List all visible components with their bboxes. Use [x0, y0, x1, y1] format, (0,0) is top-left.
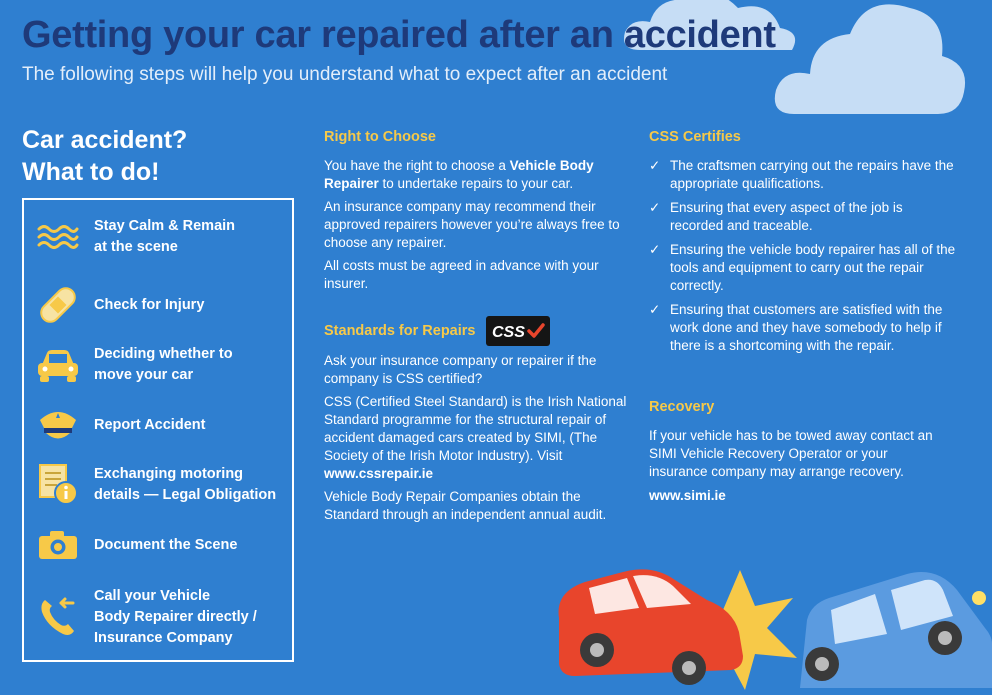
step-label	[94, 216, 235, 258]
paragraph-text: CSS (Certified Steel Standard) is the Irish National Standard programme for the structural repair of accident damaged cars created by SIMI, (The Society of the Irish Motor Industry). Visit	[324, 394, 627, 463]
standards-paragraph-2	[324, 393, 634, 483]
camera-icon	[34, 521, 82, 569]
step-label-line: Report Accident	[94, 416, 206, 433]
step-label	[94, 344, 233, 386]
step-report-accident	[34, 398, 292, 452]
paragraph-text: You have the right to choose a	[324, 158, 510, 173]
standards-heading-text: Standards for Repairs	[324, 322, 476, 339]
crash-illustration	[545, 548, 992, 695]
css-certifies-section	[649, 128, 959, 361]
right-to-choose-section	[324, 128, 634, 293]
list-item: ✓ Ensuring the vehicle body repairer has all of the tools and equipment to carry out the repair correctly.	[649, 241, 959, 295]
step-label-line: at the scene	[94, 239, 178, 255]
recovery-paragraph: If your vehicle has to be towed away contact an SIMI Vehicle Recovery Operator or your insurance company may arrange recovery.	[649, 428, 933, 479]
step-label-line: move your car	[94, 367, 194, 383]
right-to-choose-paragraph-1	[324, 157, 634, 193]
css-logo	[486, 316, 550, 346]
step-label-line: Exchanging motoring	[94, 466, 244, 482]
css-certifies-list	[649, 157, 959, 355]
list-item: ✓ Ensuring that every aspect of the job is recorded and traceable.	[649, 199, 959, 235]
step-document-scene	[34, 518, 292, 572]
bandage-icon	[34, 281, 82, 329]
what-to-do-heading-line-2: What to do!	[22, 158, 160, 186]
recovery-link-line	[649, 487, 949, 505]
step-move-car	[34, 338, 292, 392]
step-label	[94, 464, 276, 506]
cssrepair-link[interactable]: www.cssrepair.ie	[324, 466, 434, 481]
what-to-do-heading-line-1: Car accident?	[22, 126, 188, 154]
paragraph-text: to undertake repairs to your car.	[378, 176, 574, 191]
step-check-injury	[34, 278, 292, 332]
list-item: ✓ Ensuring that customers are satisfied with the work done and they have somebody to help if there is a shortcoming with the repair.	[649, 301, 959, 355]
step-label	[94, 535, 237, 556]
cloud-top-right	[770, 0, 970, 124]
step-label-line: Check for Injury	[94, 296, 205, 313]
step-label-line: Deciding whether to	[94, 346, 233, 362]
page-title: Getting your car repaired after an accident	[22, 14, 776, 56]
what-to-do-heading	[22, 124, 187, 188]
blue-car	[800, 572, 992, 688]
css-certifies-heading: CSS Certifies	[649, 129, 741, 145]
step-label	[94, 295, 204, 316]
step-label-line: Body Repairer directly /	[94, 608, 257, 625]
standards-paragraph-1: Ask your insurance company or repairer if the company is CSS certified?	[324, 353, 597, 386]
step-exchange-details	[34, 458, 292, 512]
step-label-line: Call your Vehicle	[94, 587, 211, 604]
vehicle-body-repairer-emphasis: Vehicle Body Repairer	[324, 158, 594, 191]
waves-icon	[34, 213, 82, 261]
standards-heading	[324, 316, 634, 346]
red-car	[559, 569, 743, 685]
document-info-icon	[34, 461, 82, 509]
simi-link[interactable]: www.simi.ie	[649, 488, 726, 503]
step-label	[94, 586, 257, 649]
standards-section	[324, 316, 634, 524]
step-label-line: details — Legal Obligation	[94, 487, 277, 503]
steps-box	[22, 198, 294, 662]
right-to-choose-heading: Right to Choose	[324, 129, 436, 145]
step-label	[94, 415, 205, 436]
step-stay-calm	[34, 210, 292, 264]
car-icon	[34, 341, 82, 389]
step-label-line: Insurance Company	[94, 629, 233, 646]
recovery-heading: Recovery	[649, 399, 715, 415]
css-logo-text: CSS	[491, 324, 525, 341]
phone-icon	[34, 593, 82, 641]
standards-paragraph-3: Vehicle Body Repair Companies obtain the Standard through an independent annual audit.	[324, 489, 607, 522]
step-label-line: Stay Calm & Remain	[94, 218, 236, 234]
right-to-choose-paragraph-2: An insurance company may recommend their approved repairers however you’re always free to choose any repairer.	[324, 199, 620, 250]
page-subtitle: The following steps will help you understand what to expect after an accident	[22, 64, 668, 85]
list-item: ✓ The craftsmen carrying out the repairs have the appropriate qualifications.	[649, 157, 959, 193]
right-to-choose-paragraph-3: All costs must be agreed in advance with your insurer.	[324, 258, 599, 291]
police-cap-icon	[34, 401, 82, 449]
recovery-section	[649, 398, 949, 505]
step-call-repairer	[34, 582, 292, 652]
step-label-line: Document the Scene	[94, 536, 238, 553]
